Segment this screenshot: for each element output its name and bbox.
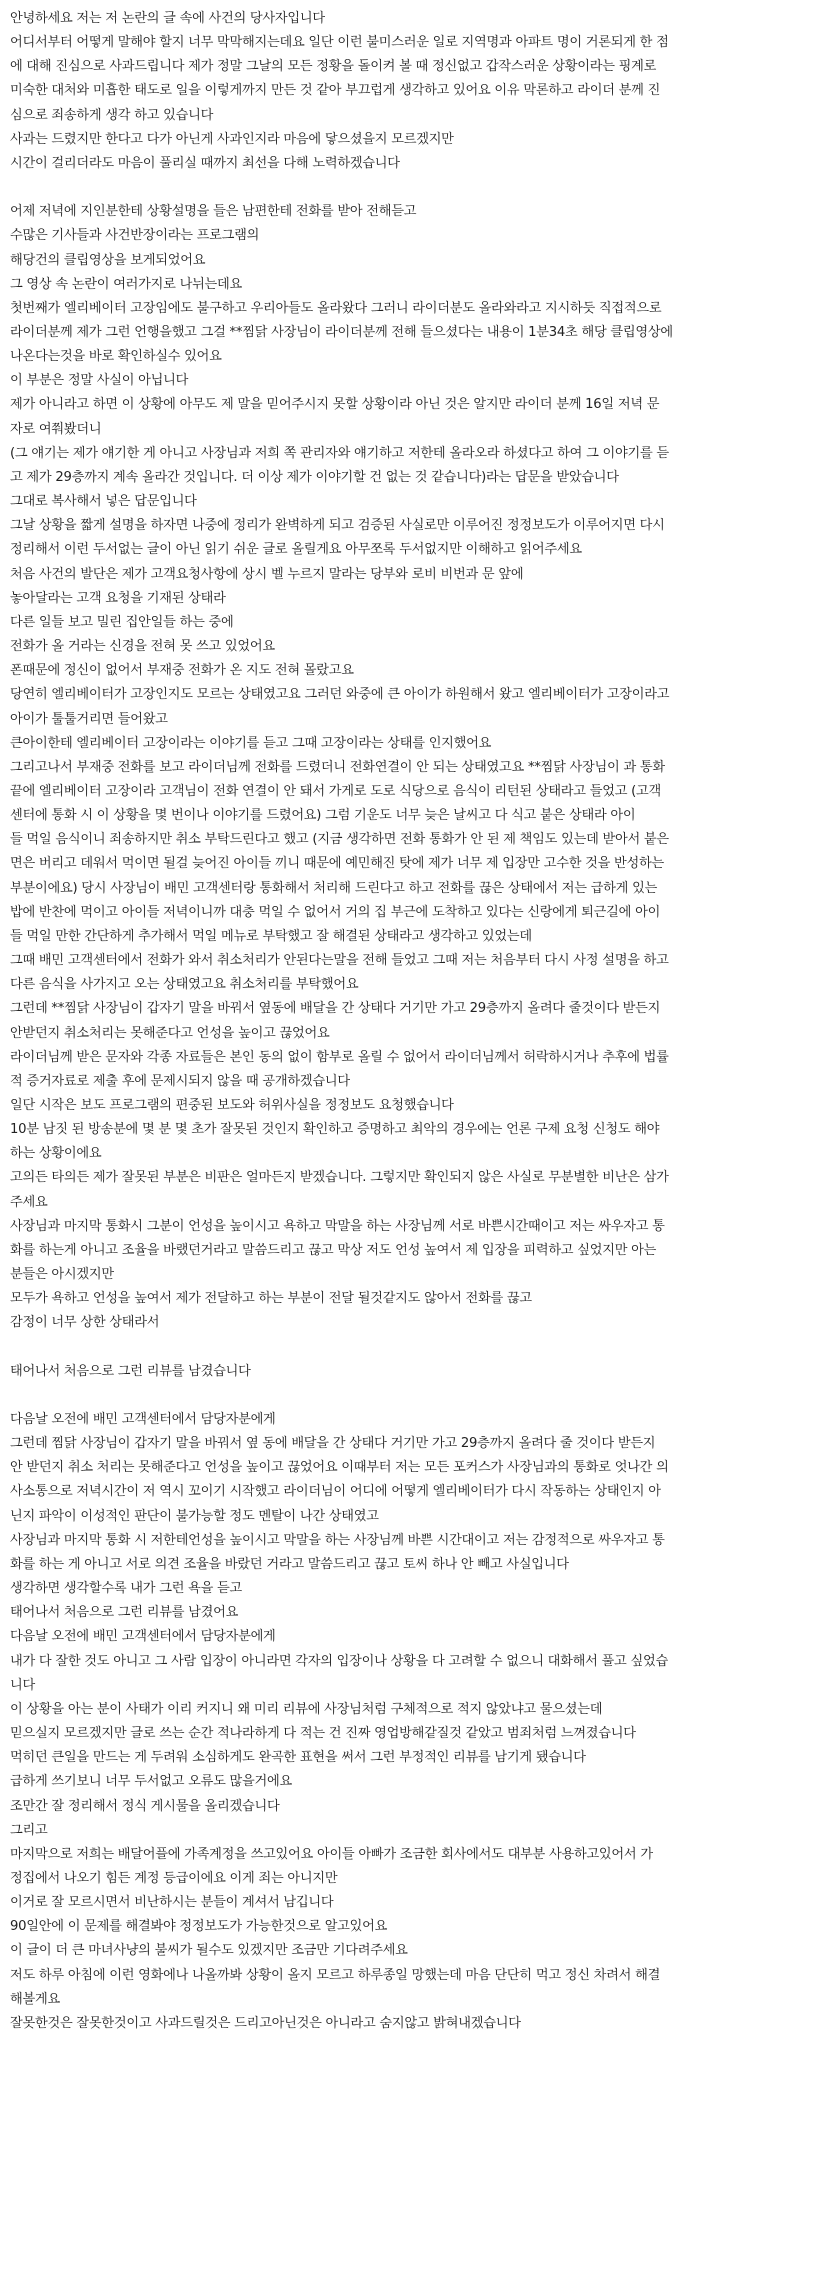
text-line: 다음날 오전에 배민 고객센터에서 담당자분에게 (10, 1629, 276, 1645)
text-line: 사장님과 마지막 통화 시 저한테언성을 높이시고 막말을 하는 사장님께 바쁜 시간대이고 저는 감정적으로 싸우자고 통 (10, 1532, 665, 1548)
text-line: 조만간 잘 정리해서 정식 게시물을 올리겠습니다 (10, 1798, 280, 1814)
text-line: 그런데 **찜닭 사장님이 갑자기 말을 바꿔서 옆동에 배달을 간 상태다 거기만 가고 29층까지 올려다 줄것이다 받든지 (10, 1001, 661, 1017)
text-line: 모두가 욕하고 언성을 높여서 제가 전달하고 하는 부분이 전달 될것같지도 않아서 전화를 끊고 (10, 1291, 532, 1307)
text-line: 심으로 죄송하게 생각 하고 있습니다 (10, 107, 214, 123)
text-line: 어제 저녁에 지인분한테 상황설명을 들은 남편한테 전화를 받아 전해듣고 (10, 204, 417, 220)
text-line: 미숙한 대처와 미흡한 태도로 일을 이렇게까지 만든 것 같아 부끄럽게 생각하고 있어요 이유 막론하고 라이더 분께 진 (10, 83, 661, 99)
text-line: 생각하면 생각할수록 내가 그런 욕을 듣고 (10, 1581, 243, 1597)
text-line: 에 대해 진심으로 사과드립니다 제가 정말 그날의 모든 정황을 돌이켜 볼 때 정신없고 갑작스러운 상황이라는 핑계로 (10, 59, 657, 75)
text-line: 태어나서 처음으로 그런 리뷰를 남겼습니다 (10, 1363, 251, 1379)
text-line: 끝에 엘리베이터 고장이라 고객님이 전화 연결이 안 돼서 가게로 도로 식당으로 음식이 리턴된 상태라고 들었고 (고객 (10, 783, 662, 799)
text-line: 밥에 반찬에 먹이고 아이들 저녁이니까 대충 먹일 수 없어서 거의 집 부근에 도착하고 있다는 신랑에게 퇴근길에 아이 (10, 904, 661, 920)
text-line: 다른 음식을 사가지고 오는 상태였고요 취소처리를 부탁했어요 (10, 977, 359, 993)
text-line: 해볼게요 (10, 1991, 60, 2007)
text-line: 첫번째가 엘리베이터 고장임에도 불구하고 우리아들도 올라왔다 그러니 라이더분도 올라와라고 지시하듯 직접적으로 (10, 300, 662, 316)
text-line: 니다 (10, 1677, 35, 1693)
text-line: 아이가 툴툴거리면 들어왔고 (10, 711, 168, 727)
text-line: 이거로 잘 모르시면서 비난하시는 분들이 계셔서 남깁니다 (10, 1895, 334, 1911)
blank-line (10, 176, 819, 200)
text-line: 정집에서 나오기 힘든 계정 등급이에요 이게 죄는 아니지만 (10, 1870, 338, 1886)
blank-line (10, 1336, 819, 1360)
text-line: 라이더분께 제가 그런 언행을했고 그걸 **찜닭 사장님이 라이더분께 전해 들으셨다는 내용이 1분34초 해당 클립영상에 (10, 325, 673, 341)
text-line: 그 영상 속 논란이 여러가지로 나뉘는데요 (10, 276, 243, 292)
text-line: 이 상황을 아는 분이 사태가 이리 커지니 왜 미리 리뷰에 사장님처럼 구체적으로 적지 않았냐고 물으셨는데 (10, 1701, 603, 1717)
text-line: 부분이에요) 당시 사장님이 배민 고객센터랑 통화해서 처리해 드린다고 하고 전화를 끊은 상태에서 저는 급하게 있는 (10, 880, 658, 896)
text-line: 이 부분은 정말 사실이 아닙니다 (10, 373, 189, 389)
text-line: 잘못한것은 잘못한것이고 사과드릴것은 드리고아닌것은 아니라고 숨지않고 밝혀내겠습니다 (10, 2015, 521, 2031)
text-line: 마지막으로 저희는 배달어플에 가족계정을 쓰고있어요 아이들 아빠가 조금한 회사에서도 대부분 사용하고있어서 가 (10, 1846, 653, 1862)
text-line: 저도 하루 아침에 이런 영화에나 나올까봐 상황이 올지 모르고 하루종일 망했는데 마음 단단히 먹고 정신 차려서 해결 (10, 1967, 661, 1983)
text-line: 태어나서 처음으로 그런 리뷰를 남겼어요 (10, 1605, 239, 1621)
text-line: 급하게 쓰기보니 너무 두서없고 오류도 많을거에요 (10, 1774, 292, 1790)
text-line: 제가 아니라고 하면 이 상황에 아무도 제 말을 믿어주시지 못할 상황이라 아닌 것은 알지만 라이더 분께 16일 저녁 문 (10, 397, 660, 413)
text-line: 정리해서 이런 두서없는 글이 아닌 읽기 쉬운 글로 올릴게요 아무쪼록 두서없지만 이해하고 읽어주세요 (10, 542, 582, 558)
text-line: 그리고나서 부재중 전화를 보고 라이더님께 전화를 드렸더니 전화연결이 안 되는 상태였고요 **찜닭 사장님이 과 통화 (10, 759, 665, 775)
text-line: 분들은 아시겠지만 (10, 1267, 114, 1283)
text-line: 그대로 복사해서 넣은 답문입니다 (10, 494, 197, 510)
text-line: 라이더님께 받은 문자와 각종 자료들은 본인 동의 없이 함부로 올릴 수 없어서 라이더님께서 허락하시거나 추후에 법률 (10, 1049, 669, 1065)
text-line: 사소통으로 저녁시간이 저 역시 꼬이기 시작했고 라이더님이 어디에 어떻게 엘리베이터가 다시 작동하는 상태인지 아 (10, 1484, 661, 1500)
text-line: 90일안에 이 문제를 해결봐야 정정보도가 가능한것으로 알고있어요 (10, 1919, 388, 1935)
text-line: 하는 상황이에요 (10, 1146, 102, 1162)
text-line: 그날 상황을 짧게 설명을 하자면 나중에 정리가 완벽하게 되고 검증된 사실로만 이루어진 정정보도가 이루어지면 다시 (10, 518, 665, 534)
text-line: 자로 여쭤봤더니 (10, 421, 102, 437)
text-line: 10분 남짓 된 방송분에 몇 분 몇 초가 잘못된 것인지 확인하고 증명하고 최악의 경우에는 언론 구제 요청 신청도 해야 (10, 1122, 660, 1138)
text-line: 나온다는것을 바로 확인하실수 있어요 (10, 349, 222, 365)
text-line: 들 먹일 만한 간단하게 추가해서 먹일 메뉴로 부탁했고 잘 해결된 상태라고 생각하고 있었는데 (10, 928, 532, 944)
text-line: 큰아이한테 엘리베이터 고장이라는 이야기를 듣고 그때 고장이라는 상태를 인지했어요 (10, 735, 492, 751)
text-line: 고 제가 29층까지 계속 올라간 것입니다. 더 이상 제가 이야기할 건 없는 것 같습니다)라는 답문을 받았습니다 (10, 469, 619, 485)
text-line: 전화가 올 거라는 신경을 전혀 못 쓰고 있었어요 (10, 639, 275, 655)
text-line: 안 받던지 취소 처리는 못해준다고 언성을 높이고 끊었어요 이때부터 저는 모든 포커스가 사장님과의 통화로 엇나간 의 (10, 1460, 669, 1476)
text-line: 안녕하세요 저는 저 논란의 글 속에 사건의 당사자입니다 (10, 11, 325, 26)
text-line: 고의든 타의든 제가 잘못된 부분은 비판은 얼마든지 받겠습니다. 그렇지만 확인되지 않은 사실로 무분별한 비난은 삼가 (10, 1170, 669, 1186)
text-line: 수많은 기사들과 사건반장이라는 프로그램의 (10, 228, 260, 244)
text-line: 이 글이 더 큰 마녀사냥의 불씨가 될수도 있겠지만 조금만 기다려주세요 (10, 1943, 408, 1959)
text-line: 일단 시작은 보도 프로그램의 편중된 보도와 허위사실을 정정보도 요청했습니다 (10, 1098, 454, 1114)
text-line: 어디서부터 어떻게 말해야 할지 너무 막막해지는데요 일단 이런 불미스러운 일로 지역명과 아파트 명이 거론되게 한 점 (10, 35, 669, 51)
text-line: 면은 버리고 데워서 먹이면 될걸 늦어진 아이들 끼니 때문에 예민해진 탓에 제가 너무 제 입장만 고수한 것을 반성하는 (10, 856, 664, 872)
text-line: 안받던지 취소처리는 못해준다고 언성을 높이고 끊었어요 (10, 1025, 330, 1041)
text-line: 사장님과 마지막 통화시 그분이 언성을 높이시고 욕하고 막말을 하는 사장님께 서로 바쁜시간때이고 저는 싸우자고 통 (10, 1218, 665, 1234)
text-line: 주세요 (10, 1194, 48, 1210)
text-line: 내가 다 잘한 것도 아니고 그 사람 입장이 아니라면 각자의 입장이나 상황을 다 고려할 수 없으니 대화해서 풀고 싶었습 (10, 1653, 668, 1669)
text-line: 감정이 너무 상한 상태라서 (10, 1315, 160, 1331)
text-line: 들 먹일 음식이니 죄송하지만 취소 부탁드린다고 했고 (지금 생각하면 전화 통화가 안 된 제 책임도 있는데 받아서 붙은 (10, 832, 669, 848)
text-line: 그리고 (10, 1822, 48, 1838)
text-line: 적 증거자료로 제출 후에 문제시되지 않을 때 공개하겠습니다 (10, 1073, 350, 1089)
text-line: 화를 하는 게 아니고 서로 의견 조율을 바랐던 거라고 말씀드리고 끊고 토씨 하나 안 빼고 사실입니다 (10, 1556, 569, 1572)
text-line: 시간이 걸리더라도 마음이 풀리실 때까지 최선을 다해 노력하겠습니다 (10, 155, 400, 171)
text-line: 당연히 엘리베이터가 고장인지도 모르는 상태였고요 그러던 와중에 큰 아이가 하원해서 왔고 엘리베이터가 고장이라고 (10, 687, 670, 703)
text-line: 센터에 통화 시 이 상황을 몇 번이나 이야기를 드렸어요) 그럼 기운도 너무 늦은 날씨고 다 식고 붙은 상태라 아이 (10, 808, 636, 824)
text-line: 화를 하는게 아니고 조율을 바랬던거라고 말씀드리고 끊고 막상 저도 언성 높여서 제 입장을 피력하고 싶었지만 아는 (10, 1242, 657, 1258)
text-line: 먹히던 큰일을 만드는 게 두려워 소심하게도 완곡한 표현을 써서 그런 부정적인 리뷰를 남기게 됐습니다 (10, 1750, 586, 1766)
text-line: 폰때문에 정신이 없어서 부재중 전화가 온 지도 전혀 몰랐고요 (10, 663, 354, 679)
text-line: 사과는 드렸지만 한다고 다가 아닌게 사과인지라 마음에 닿으셨을지 모르겠지만 (10, 131, 454, 147)
text-line: 믿으실지 모르겠지만 글로 쓰는 순간 적나라하게 다 적는 건 진짜 영업방해같질것 같았고 범죄처럼 느껴졌습니다 (10, 1726, 636, 1742)
text-line: 다른 일들 보고 밀린 집안일들 하는 중에 (10, 614, 234, 630)
blank-line (10, 1384, 819, 1408)
text-line: 해당건의 클립영상을 보게되었어요 (10, 252, 206, 268)
text-line: 다음날 오전에 배민 고객센터에서 담당자분에게 (10, 1412, 276, 1428)
text-line: 그때 배민 고객센터에서 전화가 와서 취소처리가 안된다는말을 전해 들었고 그때 저는 처음부터 다시 사정 설명을 하고 (10, 953, 669, 969)
text-line: 처음 사건의 발단은 제가 고객요청사항에 상시 벨 누르지 말라는 당부와 로비 비번과 문 앞에 (10, 566, 524, 582)
text-line: 놓아달라는 고객 요청을 기재된 상태라 (10, 590, 226, 606)
text-line: 닌지 파악이 이성적인 판단이 불가능할 정도 멘탈이 나간 상태였고 (10, 1508, 379, 1524)
text-line: (그 얘기는 제가 얘기한 게 아니고 사장님과 저희 쪽 관리자와 얘기하고 저한테 올라오라 하셨다고 하여 그 이야기를 듣 (10, 445, 669, 461)
text-line: 그런데 찜닭 사장님이 갑자기 말을 바꿔서 옆 동에 배달을 간 상태다 거기만 가고 29층까지 올려다 줄 것이다 받든지 (10, 1436, 656, 1452)
